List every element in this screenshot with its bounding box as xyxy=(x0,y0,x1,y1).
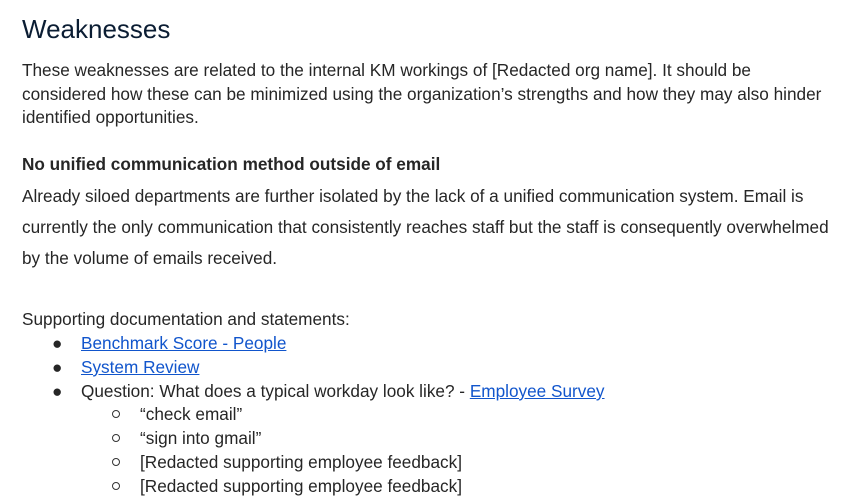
supporting-label: Supporting documentation and statements: xyxy=(22,309,350,329)
sub-list-item: [Redacted supporting employee feedback] xyxy=(140,476,462,496)
list-item-system-review xyxy=(81,355,199,379)
hollow-bullet-icon xyxy=(112,410,120,418)
sub-list-item: “sign into gmail” xyxy=(140,428,262,448)
hollow-bullet-icon xyxy=(112,434,120,442)
intro-paragraph: These weaknesses are related to the internal KM workings of [Redacted org name]. It should be considered how these can be minimized using the organization’s strengths and how they may also hinder identified opportunities. xyxy=(22,60,822,127)
list-item-question xyxy=(81,379,605,403)
list-item-benchmark xyxy=(81,331,286,355)
weakness-title: No unified communication method outside of email xyxy=(22,154,441,174)
system-review-link[interactable]: System Review xyxy=(81,357,200,377)
sub-list-item: “check email” xyxy=(140,404,243,424)
bullet-icon: ● xyxy=(52,357,63,377)
employee-survey-link[interactable]: Employee Survey xyxy=(469,381,605,401)
benchmark-link[interactable]: Benchmark Score - People xyxy=(81,333,287,353)
bullet-icon: ● xyxy=(52,381,63,401)
hollow-bullet-icon xyxy=(112,458,120,466)
question-text: Question: What does a typical workday look like? - xyxy=(81,381,470,401)
section-heading: Weaknesses xyxy=(22,14,171,44)
bullet-icon: ● xyxy=(52,333,63,353)
sub-list-item: [Redacted supporting employee feedback] xyxy=(140,452,462,472)
weakness-body: Already siloed departments are further isolated by the lack of a unified communication system. Email is currently the only communication that consistently reaches staff but the staff is consequently overwhelmed by the volume of emails received. xyxy=(22,186,829,268)
hollow-bullet-icon xyxy=(112,482,120,490)
